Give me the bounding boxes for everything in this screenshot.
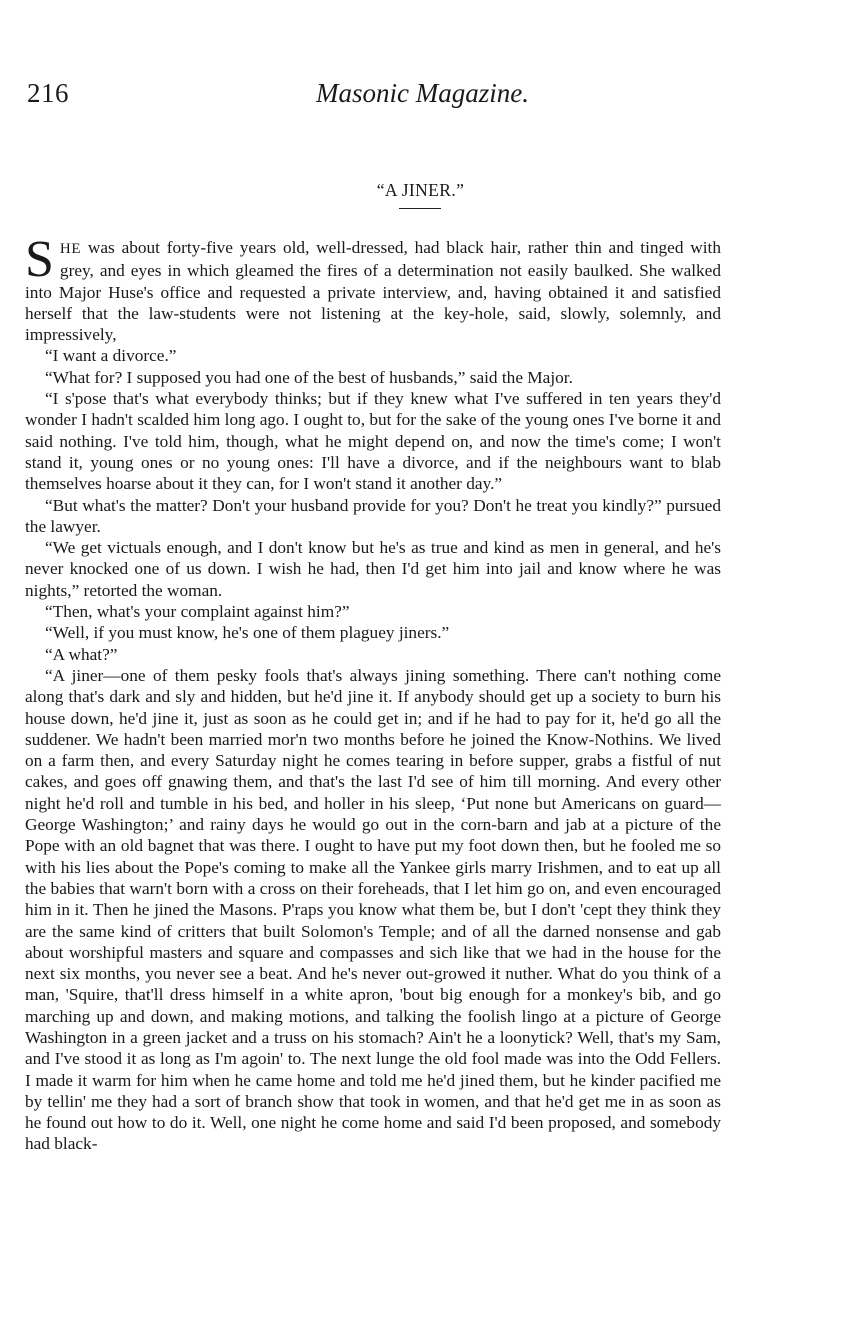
paragraph: “I s'pose that's what everybody thinks; but if they knew what I've suffered in ten years they'd wonder I hadn't scalded him long ago. I ought to, but for the sake of the young ones I've borne it and said nothing. I've told him, though, what he might depend on, and now the time's come; I won't stand it, young ones or no young ones: I'll have a divorce, and if the neighbours want to blab themselves hoarse about it they can, for I won't stand it another day.” (25, 389, 721, 494)
paragraph-text: was about forty-five years old, well-dressed, had black hair, rather thin and tinged with grey, and eyes in which gleamed the fires of a determination not easily baulked. She walked into Major Huse's office and requested a private interview, and, having obtained it and satisfied herself that the law-students were not listening at the key-hole, said, slowly, solemnly, and impressively, (25, 238, 721, 345)
paragraph: “Then, what's your complaint against him?” (45, 602, 350, 622)
paragraph: “But what's the matter? Don't your husband provide for you? Don't he treat you kindly?” pursued the lawyer. (25, 495, 721, 536)
paragraph: “We get victuals enough, and I don't know but he's as true and kind as men in general, and he's never knocked one of us down. I wish he had, then I'd get him into jail and know where he was nights,” retorted the woman. (25, 538, 721, 600)
article-body (25, 231, 721, 1155)
paragraph: “Well, if you must know, he's one of them plaguey jiners.” (45, 623, 450, 643)
drop-cap: S (25, 231, 54, 288)
page-header (27, 78, 727, 118)
running-head: Masonic Magazine. (316, 78, 529, 108)
paragraph: “A jiner—one of them pesky fools that's always jining something. There can't nothing come along that's dark and sly and hidden, but he'd jine it. If anybody should get up a society to burn his house down, he'd jine it, just as soon as he could get in; and if he had to pay for it, he'd go all the suddener. We hadn't been married mor'n two months before he joined the Know-Nothins. We lived on a farm then, and every Saturday night he comes tearing in before supper, grabs a fistful of nut cakes, and goes off gnawing them, and that's the last I'd see of him till morning. And every other night he'd roll and tumble in his bed, and holler in his sleep, ‘Put none but Americans on guard—George Washington;’ and rainy days he would go out in the corn-barn and jab at a picture of the Pope with an old bagnet that was there. I ought to have put my foot down then, but he fooled me so with his lies about the Pope's coming to make all the Yankee girls marry Irishmen, and to eat up all the babies that warn't born with a cross on their foreheads, that I let him go on, and even encouraged him in it. Then he jined the Masons. P'raps you know what them be, but I don't 'cept they think they are the same kind of critters that built Solomon's Temple; and of all the darned nonsense and gab about worshipful masters and square and compasses and sich like that we had in the house for the next six months, you never see a beat. And he's never out-growed it nuther. What do you think of a man, 'Squire, that'll dress himself in a white apron, 'bout big enough for a monkey's bib, and go marching up and down, and making motions, and talking the foolish lingo at a picture of George Washington in a green jacket and a truss on his stomach? Ain't he a loonytick? Well, that's my Sam, and I've stood it as long as I'm agoin' to. The next lunge the old fool made was into the Odd Fellers. I made it warm for him when he came home and told me he'd jined them, but he kinder pacified me by tellin' me they had a sort of branch show that took in women, and that he'd get me in as soon as he found out how to do it. Well, one night he come home and said I'd been proposed, and somebody had black- (25, 665, 721, 1154)
opening-smallcaps: HE (59, 241, 82, 257)
paragraph: “A what?” (45, 644, 118, 664)
page-number: 216 (27, 78, 69, 108)
title-rule (399, 208, 441, 209)
paragraph: “I want a divorce.” (45, 346, 177, 366)
paragraph-opening (25, 231, 721, 345)
article-title: “A JINER.” (376, 180, 465, 200)
paragraph: “What for? I supposed you had one of the best of husbands,” said the Major. (45, 367, 573, 387)
